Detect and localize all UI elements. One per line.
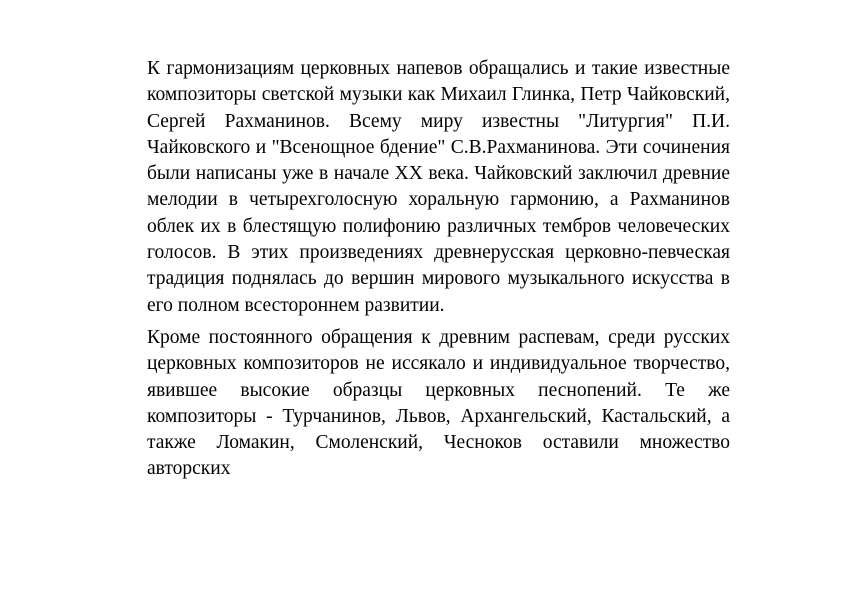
paragraph-composers-harmonization: К гармонизациям церковных напевов обращались и такие известные композиторы светской музыки как Михаил Глинка, Петр Чайковский, Сергей Рахманинов. Всему миру известны "Литургия" П.И. Чайковского и "Всенощное бдение" С.В.Рахманинова. Эти сочинения были написаны уже в начале XX века. Чайковский заключил древние мелодии в четырехголосную хоральную гармонию, а Рахманинов облек их в блестящую полифонию различных тембров человеческих голосов. В этих произведениях древнерусская церковно-певческая традиция поднялась до вершин мирового музыкального искусства в его полном всестороннем развитии. — [147, 58, 730, 316]
paragraph-individual-creativity: Кроме постоянного обращения к древним распевам, среди русских церковных композиторов не иссякало и индивидуальное творчество, явившее высокие образцы церковных песнопений. Те же композиторы - Турчанинов, Львов, Архангельский, Кастальский, а также Ломакин, Смоленский, Чесноков оставили множество авторских — [147, 326, 730, 480]
body-text — [147, 56, 730, 489]
